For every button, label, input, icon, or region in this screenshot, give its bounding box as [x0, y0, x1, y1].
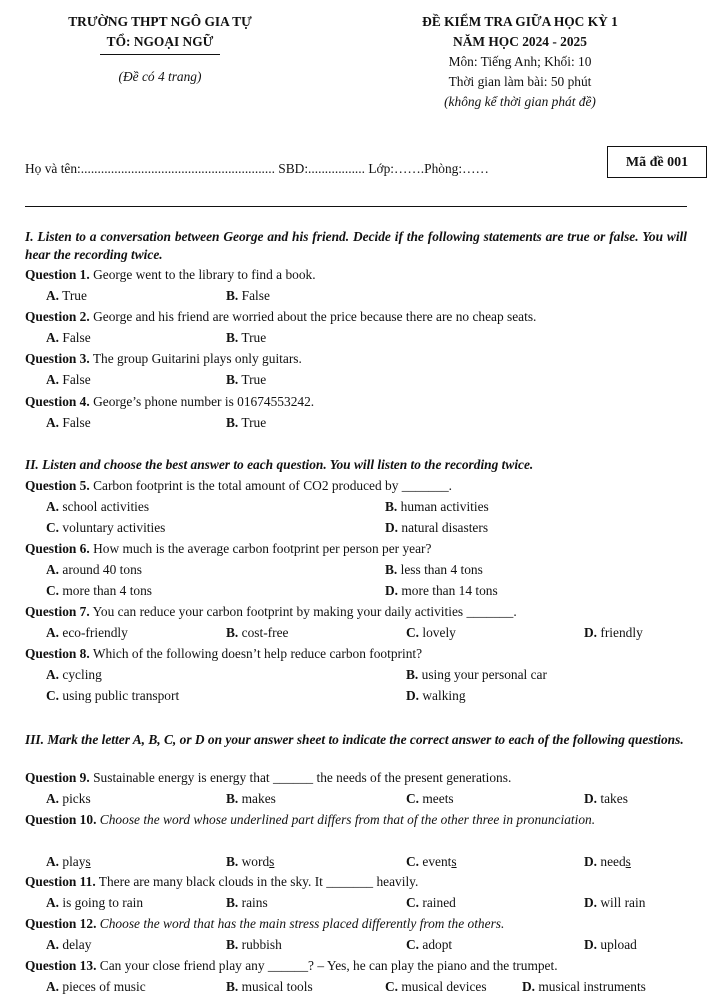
option-b[interactable]: B. rubbish [226, 937, 282, 952]
question-1 [25, 266, 687, 284]
question-text: George went to the library to find a book. [93, 267, 316, 282]
question-8: Question 8. Which of the following doesn’t help reduce carbon footprint? [25, 646, 423, 661]
school-year: NĂM HỌC 2024 - 2025 [453, 34, 587, 49]
option-a[interactable]: A. False [46, 330, 91, 345]
question-4: Question 4. George’s phone number is 01674553242. [25, 394, 315, 409]
pages-note: (Đề có 4 trang) [118, 69, 202, 84]
option-a[interactable]: A. around 40 tons [46, 562, 142, 577]
option-c[interactable]: C. adopt [406, 937, 453, 952]
option-d[interactable]: D. more than 14 tons [385, 583, 498, 598]
header-right [355, 12, 685, 112]
option-b[interactable]: B. True [226, 372, 267, 387]
option-a[interactable]: A. False [46, 372, 91, 387]
option-b[interactable]: B. less than 4 tons [385, 562, 483, 577]
option-a[interactable]: A. cycling [46, 667, 102, 682]
time-note: (không kể thời gian phát đề) [444, 94, 596, 109]
option-b[interactable]: B. cost-free [226, 625, 289, 640]
department-name: TỔ: NGOẠI NGỮ [106, 34, 214, 49]
section-3-heading: III. Mark the letter A, B, C, or D on your answer sheet to indicate the correct answer to each of the following questions. [25, 732, 684, 747]
option-d[interactable]: D. takes [584, 791, 628, 806]
student-info-line: Họ và tên:.......................................................... SBD:................. Lớp:…….Phòng:…… [25, 161, 489, 176]
question-12: Question 12. Choose the word that has the main stress placed differently from the others. [25, 916, 505, 931]
option-b[interactable]: B. using your personal car [406, 667, 547, 682]
option-d[interactable]: D. walking [406, 688, 466, 703]
option-b[interactable]: B. True [226, 330, 267, 345]
question-5: Question 5. Carbon footprint is the total amount of CO2 produced by _______. [25, 478, 452, 493]
option-a[interactable]: A. delay [46, 937, 92, 952]
header-underline [100, 54, 220, 55]
option-c[interactable]: C. meets [406, 791, 454, 806]
option-a[interactable]: A. eco-friendly [46, 625, 128, 640]
question-2: Question 2. George and his friend are worried about the price because there are no cheap seats. [25, 309, 537, 324]
option-b[interactable]: B. human activities [385, 499, 489, 514]
option-a[interactable]: A. plays [46, 854, 91, 869]
option-d[interactable]: D. natural disasters [385, 520, 489, 535]
option-a[interactable]: A. True [46, 288, 87, 303]
option-a[interactable]: A. False [46, 415, 91, 430]
option-d[interactable]: D. musical instruments [522, 979, 646, 994]
question-6: Question 6. How much is the average carbon footprint per person per year? [25, 541, 432, 556]
option-b[interactable]: B. words [226, 854, 275, 869]
section-1-heading: I. Listen to a conversation between George and his friend. Decide if the following statements are true or false. You will hear the recording twice. [25, 229, 687, 262]
option-b[interactable]: B. False [226, 288, 270, 303]
option-c[interactable]: C. rained [406, 895, 456, 910]
option-c[interactable]: C. lovely [406, 625, 456, 640]
section-2-heading: II. Listen and choose the best answer to each question. You will listen to the recording twice. [25, 457, 534, 472]
option-b[interactable]: B. makes [226, 791, 276, 806]
question-9: Question 9. Sustainable energy is energy that ______ the needs of the present generations. [25, 770, 512, 785]
option-b[interactable]: B. True [226, 415, 267, 430]
option-c[interactable]: C. using public transport [46, 688, 180, 703]
option-b[interactable]: B. rains [226, 895, 268, 910]
exam-code-box: Mã đề 001 [607, 146, 707, 178]
exam-title: ĐỀ KIỂM TRA GIỮA HỌC KỲ 1 [422, 14, 618, 29]
question-13: Question 13. Can your close friend play any ______? – Yes, he can play the piano and the trumpet. [25, 958, 558, 973]
option-a[interactable]: A. school activities [46, 499, 150, 514]
option-d[interactable]: D. friendly [584, 625, 643, 640]
option-d[interactable]: D. upload [584, 937, 637, 952]
question-7: Question 7. You can reduce your carbon footprint by making your daily activities _______. [25, 604, 517, 619]
question-3: Question 3. The group Guitarini plays only guitars. [25, 351, 302, 366]
option-b[interactable]: B. musical tools [226, 979, 313, 994]
option-a[interactable]: A. is going to rain [46, 895, 144, 910]
subject-line: Môn: Tiếng Anh; Khối: 10 [448, 54, 592, 69]
header-left [20, 12, 300, 87]
option-c[interactable]: C. musical devices [385, 979, 487, 994]
option-d[interactable]: D. needs [584, 854, 631, 869]
option-c[interactable]: C. more than 4 tons [46, 583, 153, 598]
time-line: Thời gian làm bài: 50 phút [448, 74, 592, 89]
option-c[interactable]: C. voluntary activities [46, 520, 166, 535]
option-d[interactable]: D. will rain [584, 895, 646, 910]
divider [25, 206, 687, 207]
option-c[interactable]: C. events [406, 854, 457, 869]
option-a[interactable]: A. picks [46, 791, 91, 806]
question-11: Question 11. There are many black clouds in the sky. It _______ heavily. [25, 874, 419, 889]
question-label: Question 1. [25, 267, 90, 282]
question-10: Question 10. Choose the word whose underlined part differs from that of the other three in pronunciation. [25, 812, 596, 827]
school-name: TRƯỜNG THPT NGÔ GIA TỰ [68, 14, 252, 29]
option-a[interactable]: A. pieces of music [46, 979, 146, 994]
